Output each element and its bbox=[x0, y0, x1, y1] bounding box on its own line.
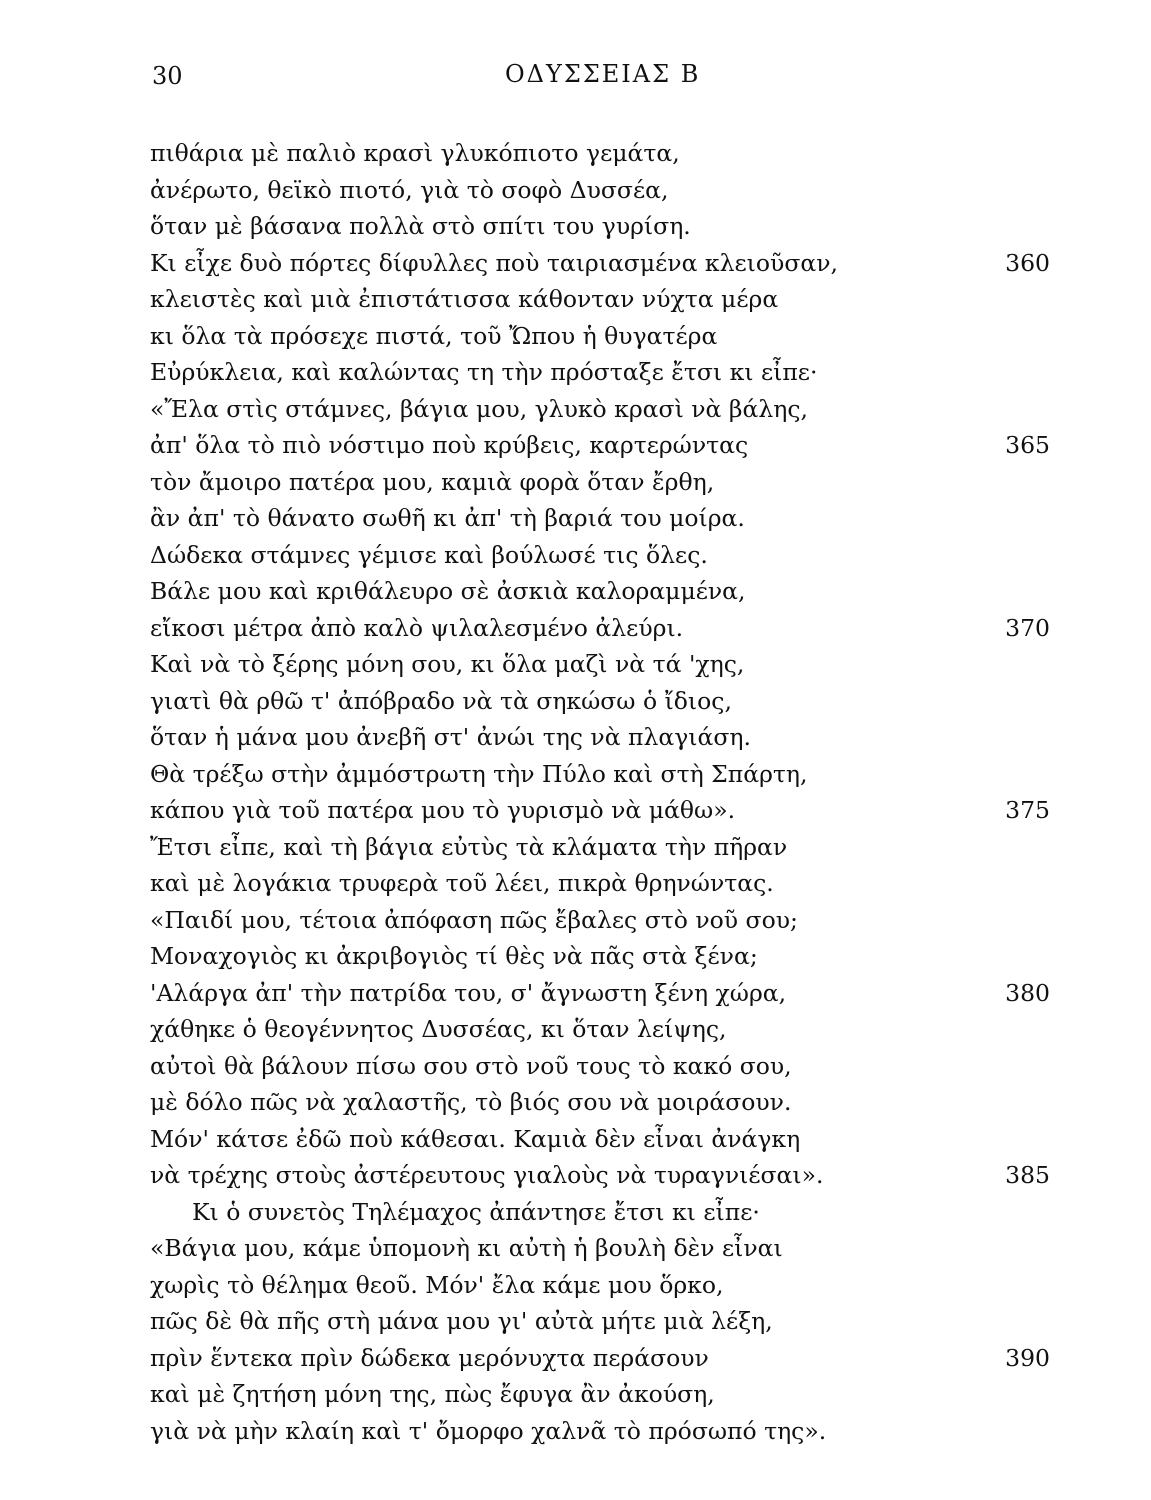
verse-line-text: αὐτοὶ θὰ βάλουν πίσω σου στὸ νοῦ τους τὸ κακό σου, bbox=[150, 1051, 792, 1080]
verse-line bbox=[150, 427, 1050, 464]
verse-line-text: ὅταν μὲ βάσανα πολλὰ στὸ σπίτι του γυρίση. bbox=[150, 212, 691, 240]
verse-line-text: μὲ δόλο πῶς νὰ χαλαστῆς, τὸ βιός σου νὰ μοιράσουν. bbox=[150, 1088, 792, 1116]
verse-line bbox=[150, 610, 1050, 647]
verse-line-text: εἴκοσι μέτρα ἀπὸ καλὸ ψιλαλεσμένο ἀλεύρι. bbox=[150, 613, 684, 642]
verse-line-text: χωρὶς τὸ θέλημα θεοῦ. Μόν' ἔλα κάμε μου ὅρκο, bbox=[150, 1270, 724, 1299]
verse-line bbox=[150, 829, 1050, 866]
line-number: 370 bbox=[1005, 613, 1050, 642]
verse-line-text: Μοναχογιὸς κι ἀκριβογιὸς τί θὲς νὰ πᾶς στὰ ξένα; bbox=[150, 942, 758, 970]
verse-line-text: Κι εἶχε δυὸ πόρτες δίφυλλες ποὺ ταιριασμένα κλειοῦσαν, bbox=[150, 248, 838, 277]
verse-line bbox=[150, 719, 1050, 756]
verse-line bbox=[150, 1011, 1050, 1048]
verse-line bbox=[150, 245, 1050, 282]
verse-line-text: ὅταν ἡ μάνα μου ἀνεβῆ στ' ἀνώι της νὰ πλαγιάση. bbox=[150, 723, 751, 751]
line-number: 385 bbox=[1005, 1161, 1050, 1189]
verse-block bbox=[150, 135, 1050, 1449]
line-number: 360 bbox=[1005, 248, 1050, 277]
verse-line bbox=[150, 281, 1050, 318]
verse-line bbox=[150, 756, 1050, 793]
verse-line-text: γιατὶ θὰ ρθῶ τ' ἀπόβραδο νὰ τὰ σηκώσω ὁ ἴδιος, bbox=[150, 686, 732, 715]
verse-line-text: Εὐρύκλεια, καὶ καλώντας τη τὴν πρόσταξε ἔτσι κι εἶπε· bbox=[150, 358, 818, 386]
verse-line bbox=[150, 500, 1050, 537]
verse-line-text: 'Αλάργα ἀπ' τὴν πατρίδα του, σ' ἄγνωστη ξένη χώρα, bbox=[150, 978, 787, 1007]
verse-line bbox=[150, 1157, 1050, 1194]
verse-line-text: νὰ τρέχης στοὺς ἀστέρευτους γιαλοὺς νὰ τυραγνιέσαι». bbox=[150, 1161, 824, 1189]
verse-line bbox=[150, 938, 1050, 975]
verse-line bbox=[150, 1230, 1050, 1267]
verse-line-text: «Βάγια μου, κάμε ὑπομονὴ κι αὐτὴ ἡ βουλὴ δὲν εἶναι bbox=[150, 1234, 783, 1262]
verse-line bbox=[150, 1048, 1050, 1085]
verse-line-text: Θὰ τρέξω στὴν ἀμμόστρωτη τὴν Πύλο καὶ στὴ Σπάρτη, bbox=[150, 759, 808, 788]
verse-line bbox=[150, 391, 1050, 428]
verse-line-text: πρὶν ἕντεκα πρὶν δώδεκα μερόνυχτα περάσουν bbox=[150, 1343, 709, 1372]
line-number: 375 bbox=[1005, 796, 1050, 824]
verse-line bbox=[150, 792, 1050, 829]
verse-line-text: Μόν' κάτσε ἐδῶ ποὺ κάθεσαι. Καμιὰ δὲν εἶναι ἀνάγκη bbox=[150, 1124, 801, 1153]
verse-line bbox=[150, 1376, 1050, 1413]
verse-line-text: ἀνέρωτο, θεϊκὸ πιοτό, γιὰ τὸ σοφὸ Δυσσέα, bbox=[150, 175, 669, 204]
verse-line-text: τὸν ἄμοιρο πατέρα μου, καμιὰ φορὰ ὅταν ἔρθη, bbox=[150, 467, 715, 496]
verse-line bbox=[150, 172, 1050, 209]
verse-line-text: Βάλε μου καὶ κριθάλευρο σὲ ἀσκιὰ καλοραμμένα, bbox=[150, 577, 746, 605]
line-number: 390 bbox=[1005, 1343, 1050, 1372]
verse-line bbox=[150, 865, 1050, 902]
verse-line-text: Ἔτσι εἶπε, καὶ τὴ βάγια εὐτὺς τὰ κλάματα τὴν πῆραν bbox=[150, 832, 788, 861]
verse-line-text: κάπου γιὰ τοῦ πατέρα μου τὸ γυρισμὸ νὰ μάθω». bbox=[150, 796, 736, 824]
verse-line bbox=[150, 135, 1050, 172]
verse-line bbox=[150, 1084, 1050, 1121]
verse-line-text: πῶς δὲ θὰ πῆς στὴ μάνα μου γι' αὐτὰ μήτε μιὰ λέξη, bbox=[150, 1307, 773, 1335]
verse-line-text: κι ὅλα τὰ πρόσεχε πιστά, τοῦ Ὤπου ἡ θυγατέρα bbox=[150, 321, 718, 350]
verse-line bbox=[150, 975, 1050, 1012]
verse-line bbox=[150, 208, 1050, 245]
verse-line bbox=[150, 1303, 1050, 1340]
verse-line bbox=[150, 1194, 1050, 1231]
verse-line bbox=[150, 1121, 1050, 1158]
running-title: ΟΔΥΣΣΕΙΑΣ Β bbox=[505, 60, 701, 88]
verse-line-text: κλειστὲς καὶ μιὰ ἐπιστάτισσα κάθονταν νύχτα μέρα bbox=[150, 285, 779, 313]
verse-line bbox=[150, 646, 1050, 683]
verse-line bbox=[150, 902, 1050, 939]
verse-line bbox=[150, 573, 1050, 610]
line-number: 380 bbox=[1005, 978, 1050, 1007]
verse-line-text: πιθάρια μὲ παλιὸ κρασὶ γλυκόπιοτο γεμάτα, bbox=[150, 139, 680, 167]
verse-line bbox=[150, 537, 1050, 574]
verse-line bbox=[150, 683, 1050, 720]
verse-line-text: καὶ μὲ λογάκια τρυφερὰ τοῦ λέει, πικρὰ θρηνώντας. bbox=[150, 869, 774, 897]
verse-line bbox=[150, 318, 1050, 355]
verse-line bbox=[150, 354, 1050, 391]
verse-line-text: γιὰ νὰ μὴν κλαίη καὶ τ' ὄμορφο χαλνᾶ τὸ πρόσωπό της». bbox=[150, 1416, 827, 1445]
verse-line-text: ἂν ἀπ' τὸ θάνατο σωθῆ κι ἀπ' τὴ βαριά του μοίρα. bbox=[150, 504, 745, 532]
verse-line-text: Κι ὁ συνετὸς Τηλέμαχος ἀπάντησε ἔτσι κι εἶπε· bbox=[192, 1197, 760, 1226]
verse-line-text: Καὶ νὰ τὸ ξέρης μόνη σου, κι ὅλα μαζὶ νὰ τά 'χης, bbox=[150, 650, 745, 678]
verse-line bbox=[150, 464, 1050, 501]
verse-line-text: καὶ μὲ ζητήση μόνη της, πὼς ἔφυγα ἂν ἀκούση, bbox=[150, 1380, 715, 1408]
verse-line-text: Δώδεκα στάμνες γέμισε καὶ βούλωσέ τις ὅλες. bbox=[150, 540, 708, 569]
verse-line-text: χάθηκε ὁ θεογέννητος Δυσσέας, κι ὅταν λείψης, bbox=[150, 1015, 727, 1043]
verse-line bbox=[150, 1413, 1050, 1450]
line-number: 365 bbox=[1005, 431, 1050, 459]
verse-line-text: ἀπ' ὅλα τὸ πιὸ νόστιμο ποὺ κρύβεις, καρτερώντας bbox=[150, 431, 749, 459]
verse-line-text: «Παιδί μου, τέτοια ἀπόφαση πῶς ἔβαλες στὸ νοῦ σου; bbox=[150, 905, 798, 934]
page-number: 30 bbox=[152, 62, 183, 90]
verse-line bbox=[150, 1340, 1050, 1377]
verse-line bbox=[150, 1267, 1050, 1304]
verse-line-text: «Ἔλα στὶς στάμνες, βάγια μου, γλυκὸ κρασὶ νὰ βάλης, bbox=[150, 394, 808, 423]
